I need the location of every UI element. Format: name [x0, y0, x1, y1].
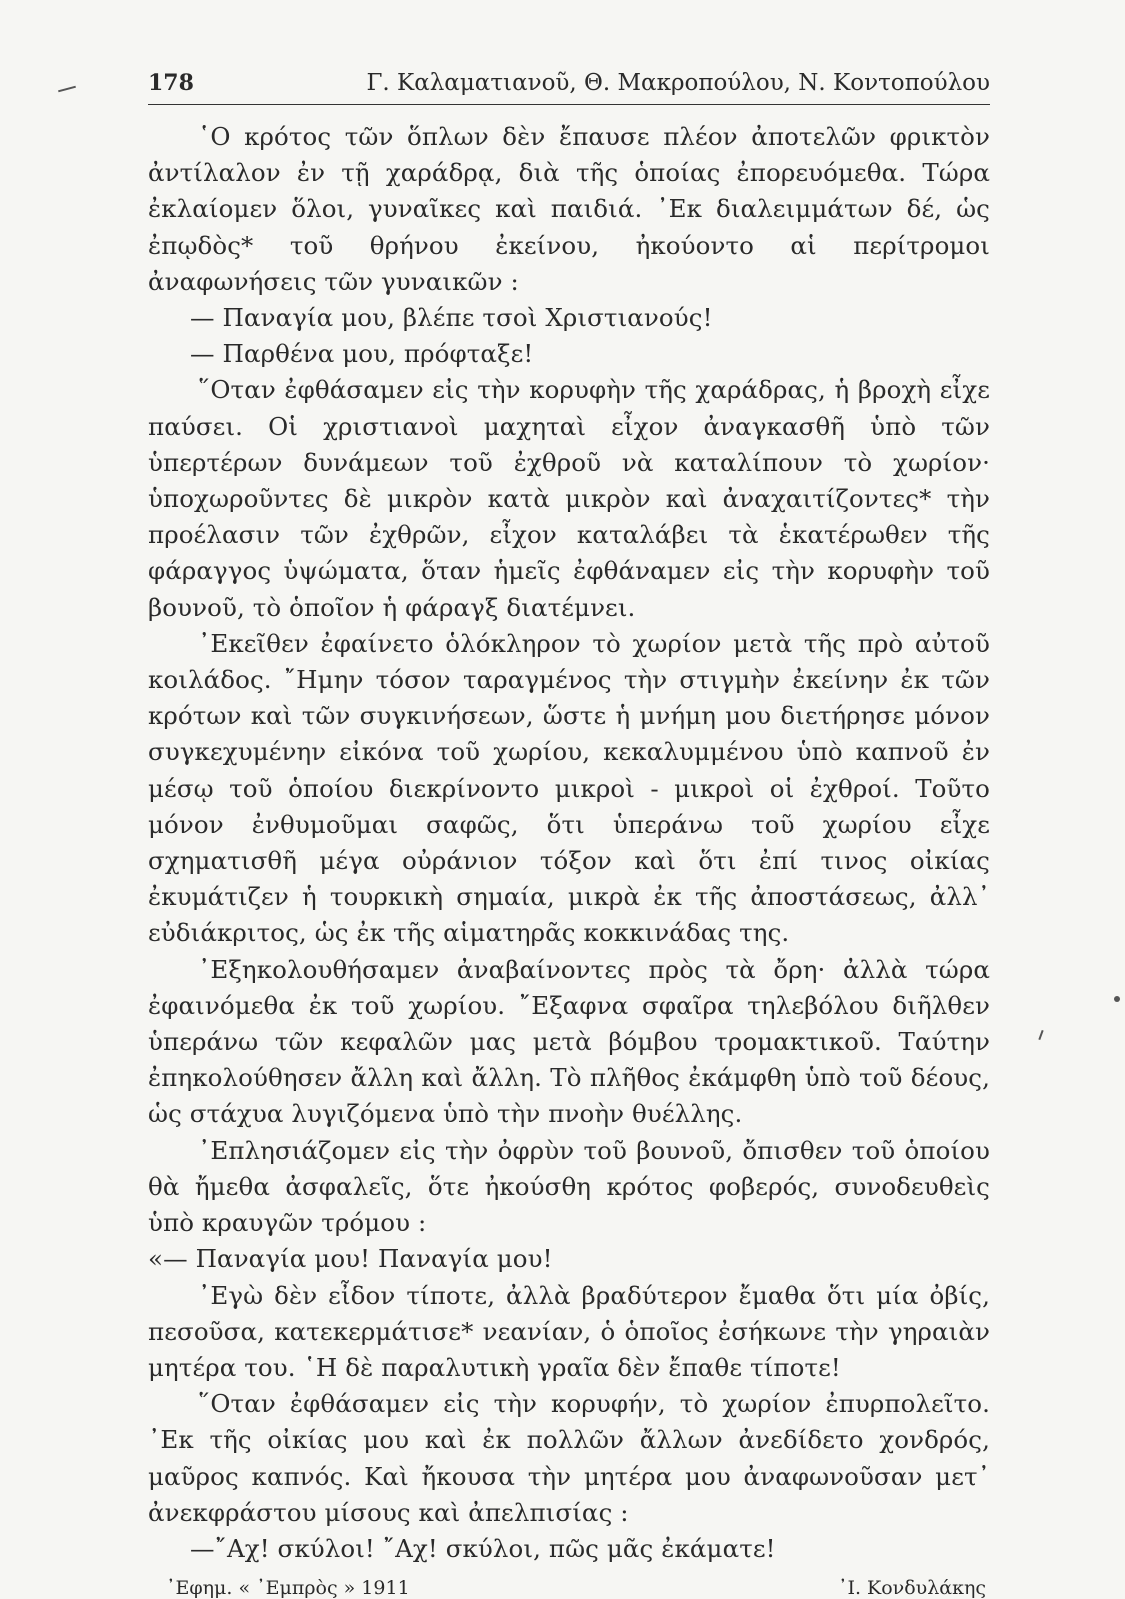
citation-footer	[148, 1577, 990, 1599]
running-head: Γ. Καλαματιανοῦ, Θ. Μακροπούλου, Ν. Κοντοπούλου	[366, 70, 990, 96]
page-number: 178	[148, 70, 194, 96]
paragraph: ᾿Εκεῖθεν ἐφαίνετο ὁλόκληρον τὸ χωρίον μετὰ τῆς πρὸ αὐτοῦ κοιλάδος. ῎Ημην τόσον ταραγμένος τὴν στιγμὴν ἐκείνην ἐκ τῶν κρότων καὶ τῶν συγκινήσεων, ὥστε ἡ μνήμη μου διετήρησε μόνον συγκεχυμένην εἰκόνα τοῦ χωρίου, κεκαλυμμένου ὑπὸ καπνοῦ ἐν μέσῳ τοῦ ὁποίου διεκρίνοντο μικροὶ - μικροὶ οἱ ἐχθροί. Τοῦτο μόνον ἐνθυμοῦμαι σαφῶς, ὅτι ὑπεράνω τοῦ χωρίου εἶχε σχηματισθῆ μέγα οὐράνιον τόξον καὶ ὅτι ἐπί τινος οἰκίας ἐκυμάτιζεν ἡ τουρκικὴ σημαία, μικρὰ ἐκ τῆς ἀποστάσεως, ἀλλ᾿ εὐδιάκριτος, ὡς ἐκ τῆς αἱματηρᾶς κοκκινάδας της.	[148, 628, 990, 948]
scan-speck	[1114, 996, 1120, 1002]
paragraph: ῞Οταν ἐφθάσαμεν εἰς τὴν κορυφήν, τὸ χωρίον ἐπυρπολεῖτο. ᾿Εκ τῆς οἰκίας μου καὶ ἐκ πολλῶν ἄλλων ἀνεδίδετο χονδρός, μαῦρος καπνός. Καὶ ἤκουσα τὴν μητέρα μου ἀναφωνοῦσαν μετ᾿ ἀνεκφράστου μίσους καὶ ἀπελπισίας :	[148, 1389, 990, 1527]
dialogue-line: — Παναγία μου, βλέπε τσοὶ Χριστιανούς!	[190, 303, 713, 333]
paragraph: ᾿Εξηκολουθήσαμεν ἀναβαίνοντες πρὸς τὰ ὄρη· ἀλλὰ τώρα ἐφαινόμεθα ἐκ τοῦ χωρίου. ῎Εξαφνα σφαῖρα τηλεβόλου διῆλθεν ὑπεράνω τῶν κεφαλῶν μας μετὰ βόμβου τρομακτικοῦ. Ταύτην ἐπηκολούθησεν ἄλλη καὶ ἄλλη. Τὸ πλῆθος ἐκάμφθη ὑπὸ τοῦ δέους, ὡς στάχυα λυγιζόμενα ὑπὸ τὴν πνοὴν θυέλλης.	[148, 954, 990, 1129]
dialogue-line: «— Παναγία μου! Παναγία μου!	[148, 1244, 553, 1274]
book-page	[148, 70, 990, 1599]
body-text	[148, 119, 990, 1567]
dialogue-line: —῎Αχ! σκύλοι! ῎Αχ! σκύλοι, πῶς μᾶς ἐκάματε!	[190, 1533, 776, 1563]
paragraph: ᾿Εγὼ δὲν εἶδον τίποτε, ἀλλὰ βραδύτερον ἔμαθα ὅτι μία ὀβίς, πεσοῦσα, κατεκερμάτισε* νεανίαν, ὁ ὁποῖος ἐσήκωνε τὴν γηραιὰν μητέρα του. ῾Η δὲ παραλυτικὴ γραῖα δὲν ἔπαθε τίποτε!	[148, 1280, 990, 1382]
paragraph: ῾Ο κρότος τῶν ὅπλων δὲν ἔπαυσε πλέον ἀποτελῶν φρικτὸν ἀντίλαλον ἐν τῇ χαράδρᾳ, διὰ τῆς ὁποίας ἐπορευόμεθα. Τώρα ἐκλαίομεν ὅλοι, γυναῖκες καὶ παιδιά. ᾿Εκ διαλειμμάτων δέ, ὡς ἐπῳδὸς* τοῦ θρήνου ἐκείνου, ἠκούοντο αἱ περίτρομοι ἀναφωνήσεις τῶν γυναικῶν :	[148, 122, 990, 296]
scan-mark	[58, 86, 76, 93]
citation-author: ᾿Ι. Κονδυλάκης	[837, 1577, 986, 1599]
dialogue-line: — Παρθένα μου, πρόφταξε!	[190, 339, 534, 369]
scan-speck	[1038, 1030, 1043, 1040]
paragraph: ῞Οταν ἐφθάσαμεν εἰς τὴν κορυφὴν τῆς χαράδρας, ἡ βροχὴ εἶχε παύσει. Οἱ χριστιανοὶ μαχηταὶ εἶχον ἀναγκασθῆ ὑπὸ τῶν ὑπερτέρων δυνάμεων τοῦ ἐχθροῦ νὰ καταλίπουν τὸ χωρίον· ὑποχωροῦντες δὲ μικρὸν κατὰ μικρὸν καὶ ἀναχαιτίζοντες* τὴν προέλασιν τῶν ἐχθρῶν, εἶχον καταλάβει τὰ ἑκατέρωθεν τῆς φάραγγος ὑψώματα, ὅταν ἡμεῖς ἐφθάναμεν εἰς τὴν κορυφὴν τοῦ βουνοῦ, τὸ ὁποῖον ἡ φάραγξ διατέμνει.	[148, 375, 990, 622]
page-header	[148, 70, 990, 105]
citation-source: ᾿Εφημ. « ᾿Εμπρὸς » 1911	[166, 1577, 410, 1599]
paragraph: ᾿Επλησιάζομεν εἰς τὴν ὀφρὺν τοῦ βουνοῦ, ὄπισθεν τοῦ ὁποίου θὰ ἤμεθα ἀσφαλεῖς, ὅτε ἠκούσθη κρότος φοβερός, συνοδευθεὶς ὑπὸ κραυγῶν τρόμου :	[148, 1135, 990, 1238]
